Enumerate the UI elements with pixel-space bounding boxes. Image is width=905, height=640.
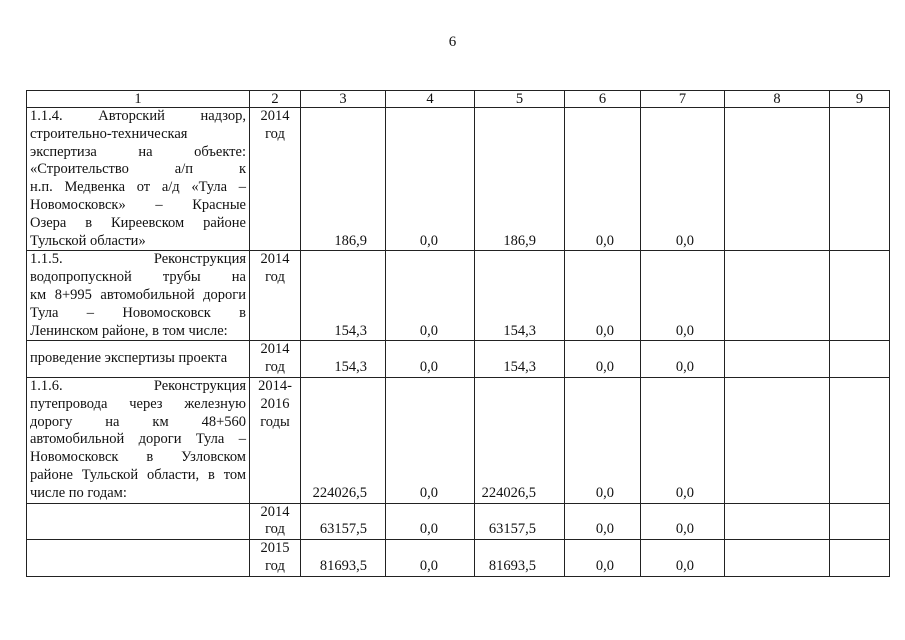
table-row [27, 341, 890, 378]
description-line: Тула – Новомосковск в [30, 304, 246, 321]
value-cell-c3: 154,3 [301, 251, 386, 341]
description-line: автомобильной дороги Тула – [30, 431, 246, 448]
value-cell-c5: 154,3 [475, 341, 565, 378]
description-line: экспертиза на объекте: [30, 143, 246, 160]
description-line: проведение экспертизы проекта [30, 350, 228, 367]
period-cell [250, 341, 301, 378]
item-description [27, 540, 250, 577]
value-cell-c7: 0,0 [641, 503, 725, 540]
description-line: 1.1.4. Авторский надзор, [30, 108, 246, 124]
value-cell-c8 [725, 377, 830, 503]
header-cell: 7 [641, 91, 725, 108]
item-description [27, 503, 250, 540]
value-cell-c8 [725, 251, 830, 341]
period-line: годы [260, 413, 290, 430]
period-line: год [265, 359, 285, 376]
value-cell-c7: 0,0 [641, 108, 725, 251]
period-cell [250, 251, 301, 341]
period-line: 2014 [260, 251, 290, 268]
header-cell: 2 [250, 91, 301, 108]
period-line: 2014- [258, 377, 292, 394]
period-line: год [265, 269, 285, 286]
value-cell-c4: 0,0 [386, 108, 475, 251]
table-row [27, 377, 890, 503]
value-cell-c5: 154,3 [475, 251, 565, 341]
description-line: Озера в Киреевском районе [30, 214, 246, 231]
header-row [27, 91, 890, 108]
period-line: 2014 [260, 341, 290, 358]
description-line: Ленинском районе, в том числе: [30, 322, 228, 339]
value-cell-c9 [830, 540, 890, 577]
value-cell-c7: 0,0 [641, 251, 725, 341]
description-line: Новомосковск» – Красные [30, 196, 246, 213]
period-line: 2014 [260, 503, 290, 520]
value-cell-c9 [830, 503, 890, 540]
value-cell-c4: 0,0 [386, 251, 475, 341]
item-description [27, 251, 250, 341]
description-line: путепровода через железную [30, 395, 246, 412]
value-cell-c8 [725, 540, 830, 577]
budget-table [26, 90, 890, 577]
value-cell-c5: 63157,5 [475, 503, 565, 540]
value-cell-c8 [725, 108, 830, 251]
value-cell-c4: 0,0 [386, 377, 475, 503]
value-cell-c7: 0,0 [641, 341, 725, 378]
table-row [27, 540, 890, 577]
description-line: дорогу на км 48+560 [30, 413, 246, 430]
value-cell-c5: 81693,5 [475, 540, 565, 577]
value-cell-c3: 186,9 [301, 108, 386, 251]
value-cell-c6: 0,0 [565, 540, 641, 577]
description-line: Тульской области» [30, 232, 146, 249]
period-line: 2016 [260, 395, 290, 412]
period-cell [250, 377, 301, 503]
value-cell-c6: 0,0 [565, 503, 641, 540]
description-line: Новомосковск в Узловском [30, 449, 246, 466]
page-number: 6 [448, 34, 457, 50]
description-line: н.п. Медвенка от а/д «Тула – [30, 179, 246, 196]
period-line: год [265, 521, 285, 538]
value-cell-c8 [725, 503, 830, 540]
value-cell-c4: 0,0 [386, 540, 475, 577]
item-description [27, 377, 250, 503]
period-line: 2015 [260, 540, 290, 557]
header-cell: 9 [830, 91, 890, 108]
description-line: районе Тульской области, в том [30, 466, 246, 483]
description-line: водопропускной трубы на [30, 269, 246, 286]
description-line: км 8+995 автомобильной дороги [30, 286, 246, 303]
description-line: 1.1.6. Реконструкция [30, 377, 246, 394]
value-cell-c9 [830, 341, 890, 378]
description-line: 1.1.5. Реконструкция [30, 251, 246, 268]
value-cell-c5: 224026,5 [475, 377, 565, 503]
value-cell-c6: 0,0 [565, 108, 641, 251]
table-row [27, 108, 890, 251]
value-cell-c5: 186,9 [475, 108, 565, 251]
header-cell: 3 [301, 91, 386, 108]
value-cell-c8 [725, 341, 830, 378]
value-cell-c3: 224026,5 [301, 377, 386, 503]
table-row [27, 251, 890, 341]
value-cell-c3: 154,3 [301, 341, 386, 378]
item-description [27, 341, 250, 378]
header-cell: 6 [565, 91, 641, 108]
value-cell-c3: 81693,5 [301, 540, 386, 577]
header-cell: 5 [475, 91, 565, 108]
description-line: строительно-техническая [30, 125, 188, 142]
value-cell-c9 [830, 251, 890, 341]
period-cell [250, 503, 301, 540]
value-cell-c7: 0,0 [641, 540, 725, 577]
header-cell: 8 [725, 91, 830, 108]
value-cell-c3: 63157,5 [301, 503, 386, 540]
period-cell [250, 108, 301, 251]
value-cell-c4: 0,0 [386, 341, 475, 378]
value-cell-c6: 0,0 [565, 251, 641, 341]
period-line: 2014 [260, 108, 290, 124]
value-cell-c6: 0,0 [565, 341, 641, 378]
period-cell [250, 540, 301, 577]
value-cell-c9 [830, 377, 890, 503]
header-cell: 1 [27, 91, 250, 108]
period-line: год [265, 125, 285, 142]
header-cell: 4 [386, 91, 475, 108]
value-cell-c4: 0,0 [386, 503, 475, 540]
table-row [27, 503, 890, 540]
item-description [27, 108, 250, 251]
description-line: «Строительство а/п к [30, 161, 246, 178]
period-line: год [265, 557, 285, 574]
value-cell-c6: 0,0 [565, 377, 641, 503]
value-cell-c9 [830, 108, 890, 251]
value-cell-c7: 0,0 [641, 377, 725, 503]
description-line: числе по годам: [30, 484, 127, 501]
